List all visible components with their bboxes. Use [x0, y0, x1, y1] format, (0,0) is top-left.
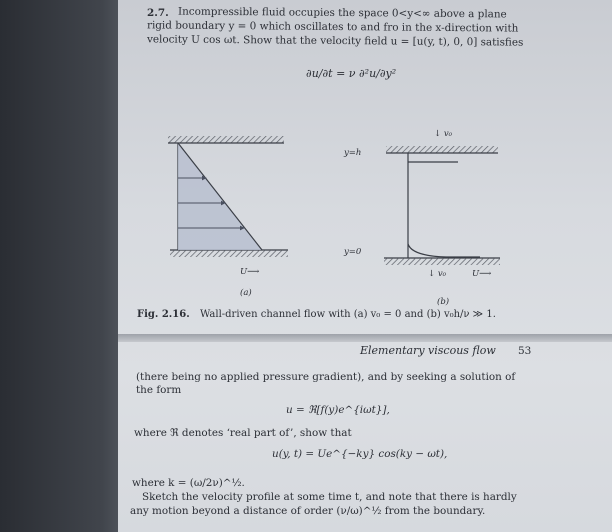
- label-u-left: U⟶: [240, 267, 260, 277]
- para1-line-2: the form: [136, 384, 182, 396]
- fig-b-top-wall: [386, 146, 498, 153]
- figure-caption-number: Fig. 2.16.: [137, 309, 190, 320]
- para3: where k = (ω/2ν)^½.: [132, 477, 245, 489]
- equation-2: u(y, t) = Ue^{−ky} cos(ky − ωt),: [272, 448, 448, 460]
- para1-line-1: (there being no applied pressure gradient), and by seeking a solution of: [136, 371, 516, 383]
- figure-caption-text: Wall-driven channel flow with (a) v₀ = 0 and (b) v₀h/ν ≫ 1.: [200, 309, 496, 320]
- diffusion-equation: ∂u/∂t = ν ∂²u/∂y²: [306, 67, 397, 80]
- problem-number: 2.7.: [147, 7, 169, 19]
- fig-b-bottom-wall: [384, 258, 500, 265]
- page-number: 53: [518, 345, 532, 357]
- fig-b-boundary-layer: [408, 244, 480, 257]
- para4-line-2: any motion beyond a distance of order (ν/ω)^½ from the boundary.: [130, 505, 486, 517]
- problem-text-line-2: rigid boundary y = 0 which oscillates to and fro in the x-direction with: [146, 19, 519, 35]
- problem-text-line-1: Incompressible fluid occupies the space 0<y<∞ above a plane: [177, 5, 507, 21]
- label-u-right: U⟶: [472, 269, 492, 279]
- label-a: (a): [240, 288, 252, 298]
- label-v0-bottom: ↓ v₀: [428, 269, 447, 279]
- fig-a-top-wall: [168, 136, 284, 143]
- problem-text-line-3: velocity U cos ωt. Show that the velocity field u = [u(y, t), 0, 0] satisfies: [146, 33, 524, 49]
- para4-line-1: Sketch the velocity profile at some time t, and note that there is hardly: [142, 491, 517, 503]
- equation-1: u = ℜ[f(y)e^{iωt}],: [286, 404, 390, 416]
- label-y-0: y=0: [344, 247, 362, 257]
- label-v0-top: ↓ v₀: [434, 129, 453, 139]
- label-y-h: y=h: [344, 148, 362, 158]
- running-header-title: Elementary viscous flow: [360, 344, 496, 357]
- fig-a-bottom-wall: [170, 250, 288, 257]
- para2: where ℜ denotes ‘real part of’, show that: [134, 427, 352, 439]
- label-b: (b): [437, 297, 450, 307]
